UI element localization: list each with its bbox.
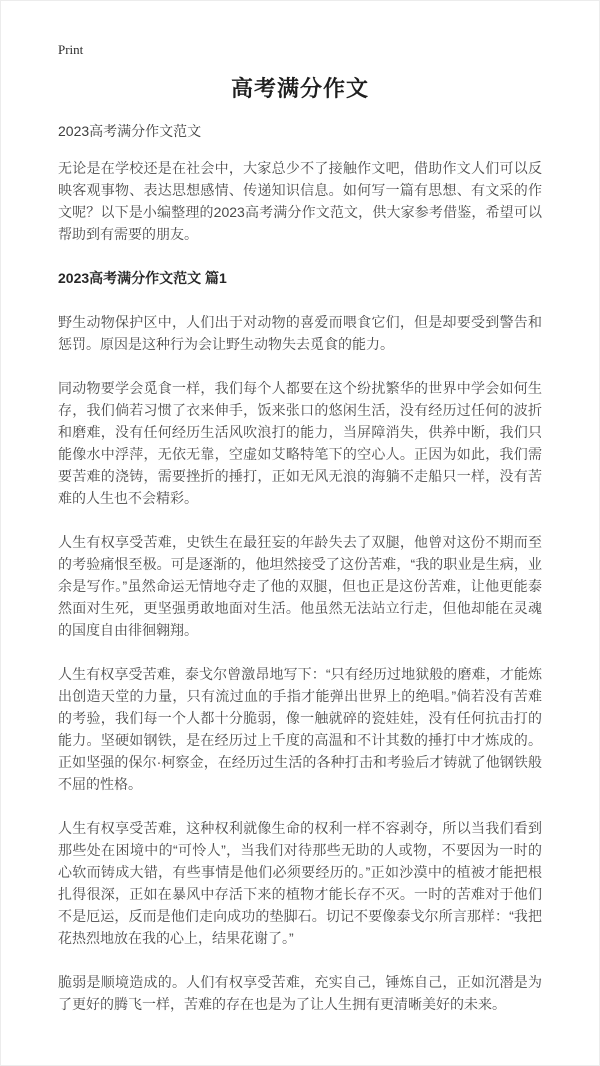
- essay-paragraph-5: 人生有权享受苦难，这种权利就像生命的权利一样不容剥夺，所以当我们看到那些处在困境中的“可怜人”，当我们对待那些无助的人或物，不要因为一时的心软而铸成大错，有些事情是他们必须要经历的。”正如沙漠中的植被才能把根扎得很深，正如在暴风中存活下来的植物才能长存不灭。一时的苦难对于他们不是厄运，反而是他们走向成功的垫脚石。切记不要像泰戈尔所言那样：“我把花热烈地放在我的心上，结果花谢了。”: [58, 820, 542, 946]
- print-button[interactable]: Print: [58, 42, 84, 57]
- page-title: 高考满分作文: [230, 76, 369, 101]
- section-heading: 2023高考满分作文范文 篇1: [58, 270, 227, 286]
- essay-paragraph-3: 人生有权享受苦难，史铁生在最狂妄的年龄失去了双腿，他曾对这份不期而至的考验痛恨至极。可是逐渐的，他坦然接受了这份苦难，“我的职业是生病，业余是写作。”虽然命运无情地夺走了他的双腿，但也正是这份苦难，让他更能泰然面对生死，更坚强勇敢地面对生活。他虽然无法站立行走，但他却能在灵魂的国度自由徘徊翱翔。: [58, 534, 542, 638]
- essay-paragraph-1: 野生动物保护区中，人们出于对动物的喜爱而喂食它们，但是却要受到警告和惩罚。原因是这种行为会让野生动物失去觅食的能力。: [58, 314, 542, 352]
- essay-paragraph-2: 同动物要学会觅食一样，我们每个人都要在这个纷扰繁华的世界中学会如何生存，我们倘若习惯了衣来伸手，饭来张口的悠闲生活，没有经历过任何的波折和磨难，没有任何经历生活风吹浪打的能力，当屏障消失，供养中断，我们只能像水中浮萍，无依无靠，空虚如艾略特笔下的空心人。正因为如此，我们需要苦难的浇铸，需要挫折的捶打，正如无风无浪的海躺不走船只一样，没有苦难的人生也不会精彩。: [58, 380, 542, 506]
- essay-paragraph-4: 人生有权享受苦难，泰戈尔曾激昂地写下：“只有经历过地狱般的磨难，才能炼出创造天堂的力量，只有流过血的手指才能弹出世界上的绝唱。”倘若没有苦难的考验，我们每一个人都十分脆弱，像一触就碎的瓷娃娃，没有任何抗击打的能力。坚硬如钢铁，是在经历过上千度的高温和不计其数的捶打中才炼成的。正如坚强的保尔·柯察金，在经历过生活的各种打击和考验后才铸就了他钢铁般不屈的性格。: [58, 666, 542, 792]
- essay-paragraph-6: 脆弱是顺境造成的。人们有权享受苦难，充实自己，锤炼自己，正如沉潜是为了更好的腾飞一样，苦难的存在也是为了让人生拥有更清晰美好的未来。: [58, 974, 542, 1012]
- intro-paragraph: 无论是在学校还是在社会中，大家总少不了接触作文吧，借助作文人们可以反映客观事物、表达思想感情、传递知识信息。如何写一篇有思想、有文采的作文呢？以下是小编整理的2023高考满分作文范文，供大家参考借鉴，希望可以帮助到有需要的朋友。: [58, 160, 542, 242]
- page-subtitle: 2023高考满分作文范文: [58, 123, 202, 139]
